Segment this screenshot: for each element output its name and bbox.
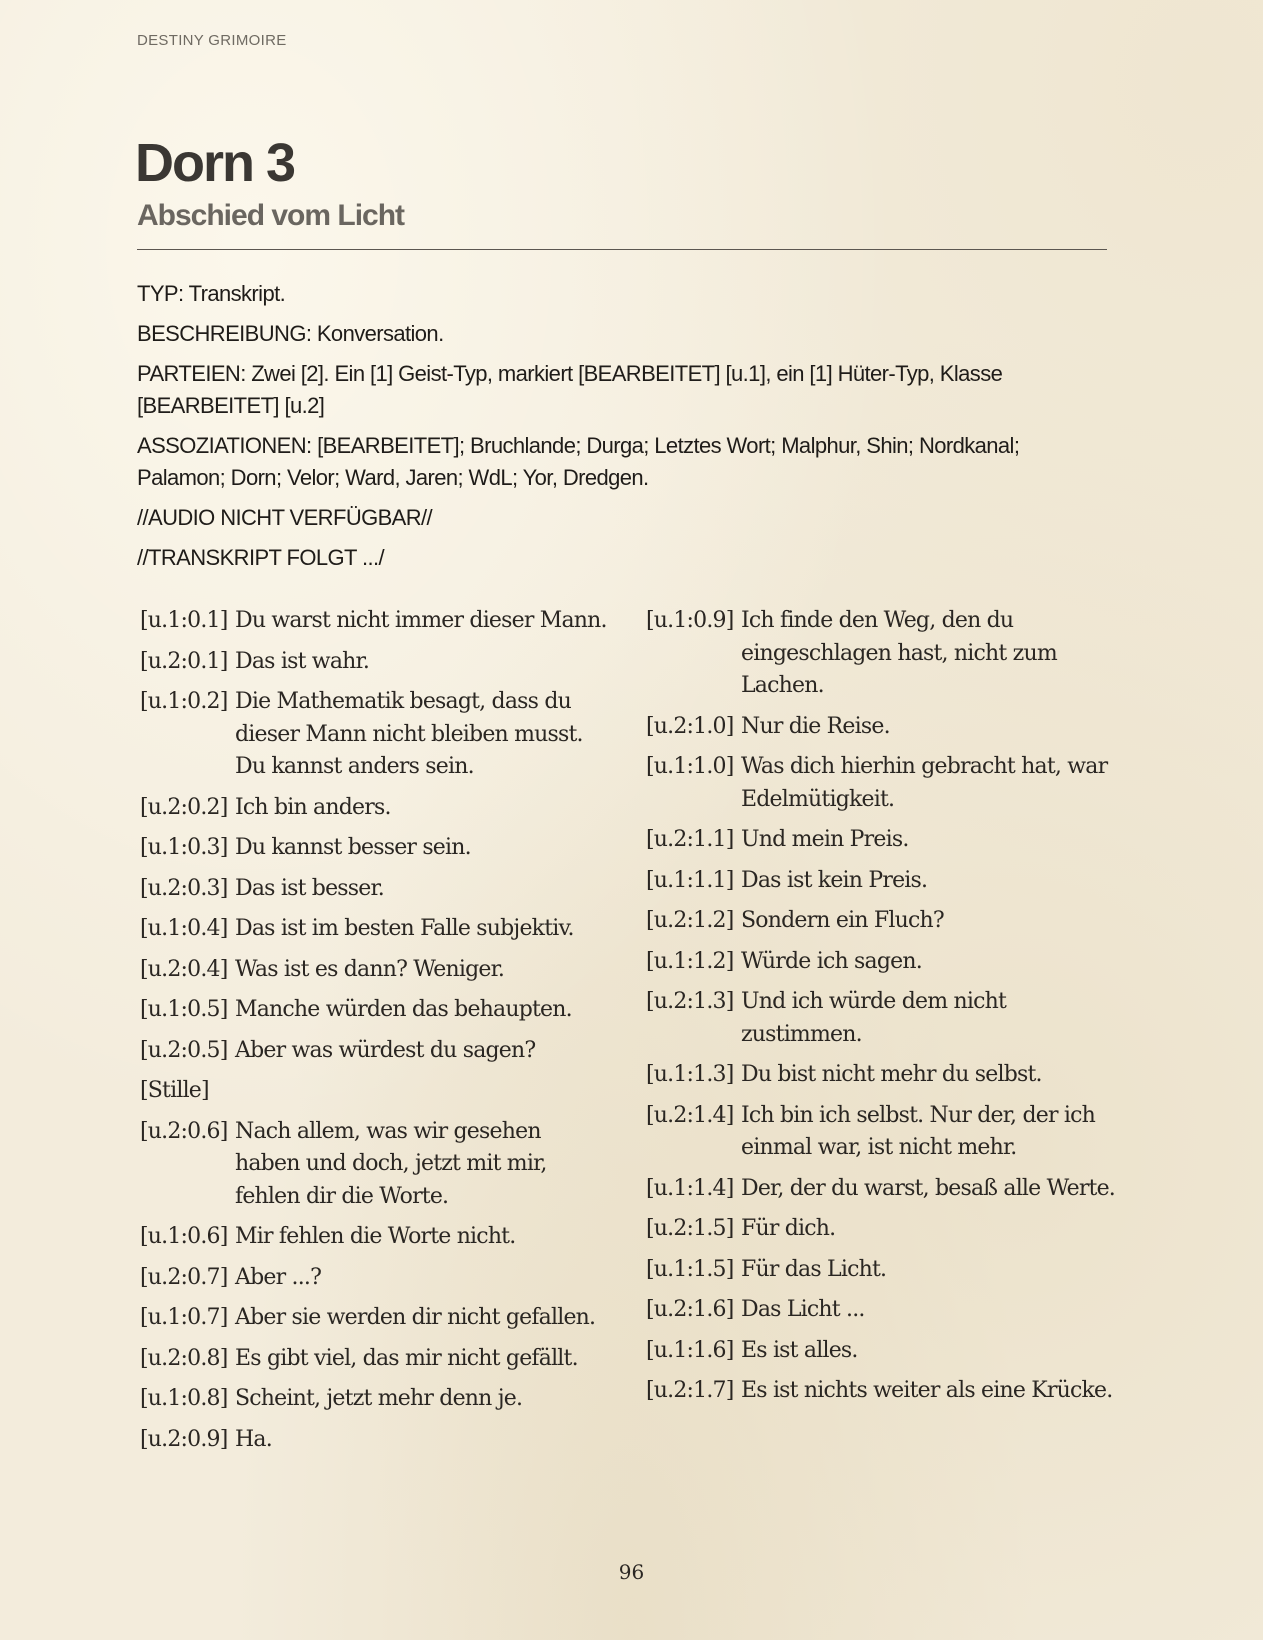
meta-associations: ASSOZIATIONEN: [BEARBEITET]; Bruchlande; Durga; Letztes Wort; Malphur, Shin; Nordkanal; Palamon; Dorn; Velor; Ward, Jaren; WdL; Yor, Dredgen. — [137, 433, 1020, 490]
dialogue-text: Das ist besser. — [235, 875, 384, 901]
speaker-code: [u.2:1.3] — [646, 989, 734, 1014]
dialogue-text: Scheint, jetzt mehr denn je. — [235, 1386, 523, 1411]
speaker-code: [u.2:0.7] — [140, 1264, 228, 1290]
transcript-line — [646, 1294, 1116, 1327]
dialogue-text: Was dich hierhin gebracht hat, war Edelmütigkeit. — [741, 754, 1108, 812]
meta-audio-status: //AUDIO NICHT VERFÜGBAR// — [137, 505, 433, 530]
transcript-line — [646, 824, 1116, 857]
transcript-line — [646, 1213, 1116, 1246]
transcript-line — [646, 605, 1116, 703]
dialogue-text: Du warst nicht immer dieser Mann. — [235, 608, 607, 633]
dialogue-text: Sondern ein Fluch? — [741, 908, 944, 933]
speaker-code: [u.2:0.3] — [140, 875, 228, 901]
transcript-line — [646, 865, 1116, 898]
transcript-line — [646, 1375, 1116, 1408]
speaker-code: [u.1:1.0] — [646, 754, 734, 779]
transcript-line — [646, 1100, 1116, 1165]
speaker-code: [u.2:1.5] — [646, 1216, 734, 1241]
speaker-code: [u.1:1.5] — [646, 1256, 734, 1282]
transcript-line — [140, 832, 610, 865]
page-subtitle: Abschied vom Licht — [137, 199, 405, 232]
speaker-code: [u.1:0.3] — [140, 835, 228, 860]
speaker-code: [u.1:0.4] — [140, 916, 228, 941]
transcript-line — [646, 1335, 1116, 1368]
transcript-line — [140, 1221, 610, 1254]
running-head: DESTINY GRIMOIRE — [137, 32, 287, 49]
speaker-code: [u.2:0.2] — [140, 794, 228, 820]
dialogue-text: Manche würden das behaupten. — [235, 997, 572, 1022]
dialogue-text: Aber ...? — [235, 1264, 322, 1290]
dialogue-text: Für das Licht. — [741, 1256, 887, 1282]
dialogue-text: Aber was würdest du sagen? — [235, 1037, 536, 1063]
dialogue-text: Ha. — [235, 1426, 272, 1452]
dialogue-text: Mir fehlen die Worte nicht. — [235, 1224, 516, 1249]
speaker-code: [u.1:0.7] — [140, 1305, 228, 1330]
transcript-line — [140, 954, 610, 987]
speaker-code: [u.1:0.2] — [140, 689, 228, 714]
transcript-line — [646, 905, 1116, 938]
page-title: Dorn 3 — [135, 133, 295, 193]
transcript-line — [646, 1059, 1116, 1092]
transcript-line — [140, 913, 610, 946]
speaker-code: [u.2:0.4] — [140, 956, 228, 982]
dialogue-text: Es ist alles. — [741, 1337, 858, 1363]
transcript-line — [140, 686, 610, 784]
speaker-code: [u.1:0.5] — [140, 997, 228, 1022]
speaker-code: [u.2:0.8] — [140, 1345, 228, 1371]
dialogue-text: Du bist nicht mehr du selbst. — [741, 1062, 1042, 1087]
silence-marker: [Stille] — [140, 1078, 209, 1103]
transcript-line — [140, 873, 610, 906]
dialogue-text: Das ist im besten Falle subjektiv. — [235, 916, 574, 941]
transcript-line — [140, 1035, 610, 1068]
dialogue-text: Für dich. — [741, 1216, 836, 1241]
transcript-line — [140, 1116, 610, 1214]
speaker-code: [u.2:1.2] — [646, 908, 734, 933]
transcript-line — [140, 792, 610, 825]
dialogue-text: Es ist nichts weiter als eine Krücke. — [741, 1378, 1113, 1403]
dialogue-text: Ich bin anders. — [235, 794, 391, 820]
dialogue-text: Würde ich sagen. — [741, 948, 922, 974]
meta-parties: PARTEIEN: Zwei [2]. Ein [1] Geist-Typ, markiert [BEARBEITET] [u.1], ein [1] Hüter-Typ, Klasse [BEARBEITET] [u.2] — [137, 361, 1003, 418]
title-divider — [137, 249, 1107, 250]
speaker-code: [u.2:1.7] — [646, 1378, 734, 1403]
speaker-code: [u.1:0.9] — [646, 608, 734, 633]
dialogue-text: Was ist es dann? Weniger. — [235, 956, 505, 982]
speaker-code: [u.1:0.8] — [140, 1386, 228, 1411]
transcript-line — [646, 986, 1116, 1051]
speaker-code: [u.1:1.3] — [646, 1062, 734, 1087]
transcript-column-left — [140, 605, 610, 1464]
dialogue-text: Die Mathematik besagt, dass du dieser Mann nicht bleiben musst. Du kannst anders sein. — [235, 689, 583, 779]
dialogue-text: Du kannst besser sein. — [235, 835, 471, 860]
meta-transcript-follows: //TRANSKRIPT FOLGT .../ — [137, 545, 384, 570]
speaker-code: [u.1:0.6] — [140, 1224, 228, 1249]
transcript-line — [646, 751, 1116, 816]
dialogue-text: Und ich würde dem nicht zustimmen. — [741, 989, 1007, 1047]
transcript-line — [140, 646, 610, 679]
speaker-code: [u.1:1.4] — [646, 1175, 734, 1201]
transcript-line — [140, 605, 610, 638]
metadata-block — [137, 278, 1109, 582]
speaker-code: [u.2:1.6] — [646, 1297, 734, 1322]
speaker-code: [u.2:1.0] — [646, 713, 734, 739]
dialogue-text: Nach allem, was wir gesehen haben und doch, jetzt mit mir, fehlen dir die Worte. — [235, 1118, 547, 1209]
speaker-code: [u.2:0.6] — [140, 1118, 228, 1144]
dialogue-text: Aber sie werden dir nicht gefallen. — [235, 1305, 596, 1330]
page-number: 96 — [618, 1560, 645, 1584]
speaker-code: [u.2:0.5] — [140, 1037, 228, 1063]
dialogue-text: Und mein Preis. — [741, 827, 909, 852]
dialogue-text: Nur die Reise. — [741, 713, 890, 739]
transcript-line — [646, 711, 1116, 744]
speaker-code: [u.2:0.9] — [140, 1426, 228, 1452]
speaker-code: [u.1:0.1] — [140, 608, 228, 633]
speaker-code: [u.2:1.1] — [646, 827, 734, 852]
transcript-line — [646, 1173, 1116, 1206]
transcript-column-right — [646, 605, 1116, 1416]
meta-type: TYP: Transkript. — [137, 281, 286, 306]
speaker-code: [u.1:1.6] — [646, 1337, 734, 1363]
transcript-line — [140, 1302, 610, 1335]
transcript-line — [646, 946, 1116, 979]
transcript-line — [140, 1383, 610, 1416]
stage-direction — [140, 1075, 610, 1108]
meta-description: BESCHREIBUNG: Konversation. — [137, 321, 444, 346]
dialogue-text: Der, der du warst, besaß alle Werte. — [741, 1175, 1115, 1201]
speaker-code: [u.1:1.1] — [646, 867, 734, 893]
speaker-code: [u.2:0.1] — [140, 648, 228, 674]
transcript-line — [140, 994, 610, 1027]
speaker-code: [u.1:1.2] — [646, 948, 734, 974]
transcript-line — [646, 1254, 1116, 1287]
transcript-line — [140, 1424, 610, 1457]
dialogue-text: Das ist wahr. — [235, 648, 370, 674]
transcript-line — [140, 1262, 610, 1295]
speaker-code: [u.2:1.4] — [646, 1102, 734, 1128]
dialogue-text: Ich finde den Weg, den du eingeschlagen hast, nicht zum Lachen. — [741, 608, 1057, 698]
dialogue-text: Es gibt viel, das mir nicht gefällt. — [235, 1345, 578, 1371]
transcript-line — [140, 1343, 610, 1376]
dialogue-text: Das Licht ... — [741, 1297, 865, 1322]
dialogue-text: Ich bin ich selbst. Nur der, der ich einmal war, ist nicht mehr. — [741, 1102, 1095, 1160]
dialogue-text: Das ist kein Preis. — [741, 867, 928, 893]
